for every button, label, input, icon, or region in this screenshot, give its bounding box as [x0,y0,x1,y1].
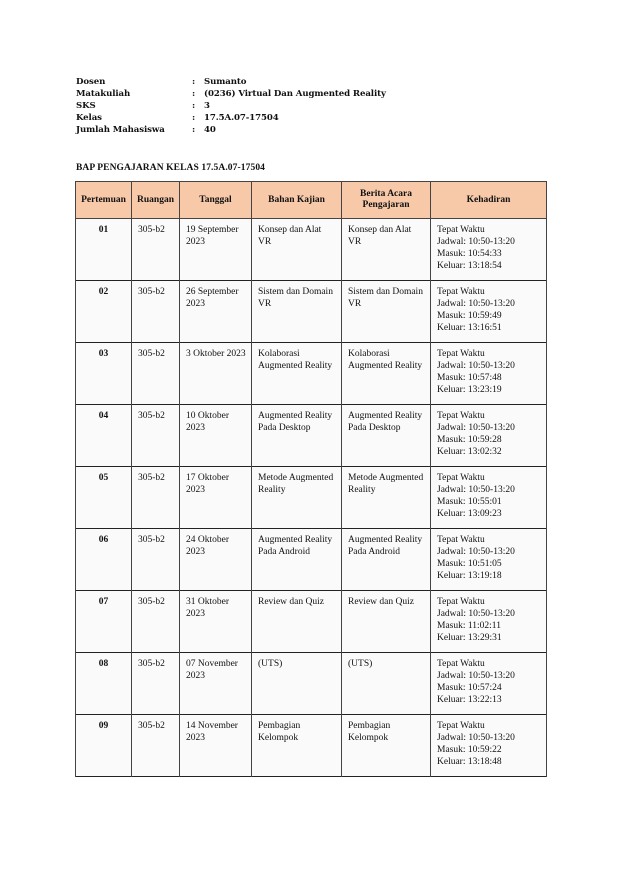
cell-ruangan: 305-b2 [132,219,180,281]
cell-bahan-kajian: Metode Augmented Reality [252,467,342,529]
attendance-schedule: Jadwal: 10:50-13:20 [437,733,515,743]
attendance-in: Masuk: 10:59:49 [437,311,502,321]
attendance-out: Keluar: 13:02:32 [437,447,502,457]
cell-ruangan: 305-b2 [132,715,180,777]
table-row [76,219,547,281]
info-row-matakuliah [76,88,386,100]
cell-berita-acara: Kolaborasi Augmented Reality [342,343,431,405]
cell-berita-acara: Augmented Reality Pada Android [342,529,431,591]
attendance-out: Keluar: 13:22:13 [437,695,502,705]
cell-tanggal: 07 November 2023 [180,653,252,715]
cell-ruangan: 305-b2 [132,405,180,467]
attendance-status: Tepat Waktu [437,411,485,421]
cell-kehadiran [431,467,547,529]
info-colon: : [192,113,196,123]
info-row-dosen [76,76,386,88]
cell-bahan-kajian: (UTS) [252,653,342,715]
column-header-tanggal: Tanggal [180,182,252,219]
cell-bahan-kajian: Pembagian Kelompok [252,715,342,777]
table-row [76,715,547,777]
attendance-in: Masuk: 10:54:33 [437,249,502,259]
cell-berita-acara: Konsep dan Alat VR [342,219,431,281]
table-row [76,467,547,529]
cell-tanggal: 26 September 2023 [180,281,252,343]
info-value: (0236) Virtual Dan Augmented Reality [204,89,386,99]
table-row [76,343,547,405]
cell-ruangan: 305-b2 [132,591,180,653]
attendance-status: Tepat Waktu [437,473,485,483]
attendance-in: Masuk: 10:59:28 [437,435,502,445]
cell-kehadiran [431,219,547,281]
attendance-in: Masuk: 10:51:05 [437,559,502,569]
cell-tanggal: 10 Oktober 2023 [180,405,252,467]
attendance-schedule: Jadwal: 10:50-13:20 [437,609,515,619]
info-label: Jumlah Mahasiswa [76,125,165,135]
cell-ruangan: 305-b2 [132,343,180,405]
attendance-in: Masuk: 10:55:01 [437,497,502,507]
column-header-pertemuan: Pertemuan [76,182,132,219]
cell-pertemuan: 08 [76,653,132,715]
cell-berita-acara: Review dan Quiz [342,591,431,653]
column-header-berita-acara: Berita Acara Pengajaran [342,182,431,219]
cell-bahan-kajian: Konsep dan Alat VR [252,219,342,281]
attendance-out: Keluar: 13:23:19 [437,385,502,395]
column-header-bahan-kajian: Bahan Kajian [252,182,342,219]
attendance-in: Masuk: 11:02:11 [437,621,501,631]
attendance-out: Keluar: 13:18:48 [437,757,502,767]
cell-tanggal: 19 September 2023 [180,219,252,281]
column-header-ruangan: Ruangan [132,182,180,219]
attendance-schedule: Jadwal: 10:50-13:20 [437,671,515,681]
cell-ruangan: 305-b2 [132,529,180,591]
cell-kehadiran [431,715,547,777]
info-value: 40 [204,125,216,135]
cell-berita-acara: Sistem dan Domain VR [342,281,431,343]
table-header-row [76,182,547,219]
cell-bahan-kajian: Sistem dan Domain VR [252,281,342,343]
cell-pertemuan: 01 [76,219,132,281]
cell-pertemuan: 06 [76,529,132,591]
info-value: 3 [204,101,210,111]
cell-bahan-kajian: Review dan Quiz [252,591,342,653]
attendance-out: Keluar: 13:09:23 [437,509,502,519]
attendance-schedule: Jadwal: 10:50-13:20 [437,237,515,247]
cell-pertemuan: 07 [76,591,132,653]
cell-tanggal: 31 Oktober 2023 [180,591,252,653]
cell-berita-acara: Pembagian Kelompok [342,715,431,777]
attendance-in: Masuk: 10:59:22 [437,745,502,755]
attendance-schedule: Jadwal: 10:50-13:20 [437,361,515,371]
info-row-jumlah-mahasiswa [76,124,386,136]
cell-kehadiran [431,591,547,653]
cell-tanggal: 24 Oktober 2023 [180,529,252,591]
attendance-status: Tepat Waktu [437,535,485,545]
cell-tanggal: 3 Oktober 2023 [180,343,252,405]
cell-kehadiran [431,405,547,467]
attendance-schedule: Jadwal: 10:50-13:20 [437,485,515,495]
info-value: Sumanto [204,77,247,87]
attendance-status: Tepat Waktu [437,659,485,669]
cell-pertemuan: 09 [76,715,132,777]
attendance-out: Keluar: 13:16:51 [437,323,502,333]
attendance-schedule: Jadwal: 10:50-13:20 [437,547,515,557]
cell-berita-acara: Metode Augmented Reality [342,467,431,529]
attendance-schedule: Jadwal: 10:50-13:20 [437,299,515,309]
cell-kehadiran [431,529,547,591]
course-info [76,76,386,136]
info-label: Dosen [76,77,106,87]
info-value: 17.5A.07-17504 [204,113,279,123]
attendance-in: Masuk: 10:57:48 [437,373,502,383]
info-row-sks [76,100,386,112]
cell-pertemuan: 05 [76,467,132,529]
attendance-status: Tepat Waktu [437,225,485,235]
attendance-status: Tepat Waktu [437,721,485,731]
bap-table [75,181,547,777]
info-colon: : [192,101,196,111]
section-title: BAP PENGAJARAN KELAS 17.5A.07-17504 [76,163,266,173]
cell-bahan-kajian: Augmented Reality Pada Android [252,529,342,591]
cell-pertemuan: 03 [76,343,132,405]
cell-pertemuan: 02 [76,281,132,343]
cell-kehadiran [431,281,547,343]
table-row [76,405,547,467]
attendance-out: Keluar: 13:18:54 [437,261,502,271]
column-header-kehadiran: Kehadiran [431,182,547,219]
attendance-status: Tepat Waktu [437,597,485,607]
table-row [76,591,547,653]
cell-tanggal: 17 Oktober 2023 [180,467,252,529]
cell-kehadiran [431,653,547,715]
info-row-kelas [76,112,386,124]
info-label: Matakuliah [76,89,131,99]
table-body [76,219,547,777]
attendance-out: Keluar: 13:19:18 [437,571,502,581]
cell-ruangan: 305-b2 [132,281,180,343]
cell-bahan-kajian: Augmented Reality Pada Desktop [252,405,342,467]
cell-ruangan: 305-b2 [132,467,180,529]
attendance-in: Masuk: 10:57:24 [437,683,502,693]
attendance-out: Keluar: 13:29:31 [437,633,502,643]
cell-bahan-kajian: Kolaborasi Augmented Reality [252,343,342,405]
info-label: SKS [76,101,96,111]
cell-ruangan: 305-b2 [132,653,180,715]
cell-berita-acara: (UTS) [342,653,431,715]
attendance-status: Tepat Waktu [437,349,485,359]
cell-tanggal: 14 November 2023 [180,715,252,777]
cell-pertemuan: 04 [76,405,132,467]
table-row [76,653,547,715]
cell-kehadiran [431,343,547,405]
attendance-schedule: Jadwal: 10:50-13:20 [437,423,515,433]
info-colon: : [192,89,196,99]
table-row [76,529,547,591]
info-colon: : [192,125,196,135]
info-colon: : [192,77,196,87]
table-row [76,281,547,343]
info-label: Kelas [76,113,102,123]
attendance-status: Tepat Waktu [437,287,485,297]
cell-berita-acara: Augmented Reality Pada Desktop [342,405,431,467]
